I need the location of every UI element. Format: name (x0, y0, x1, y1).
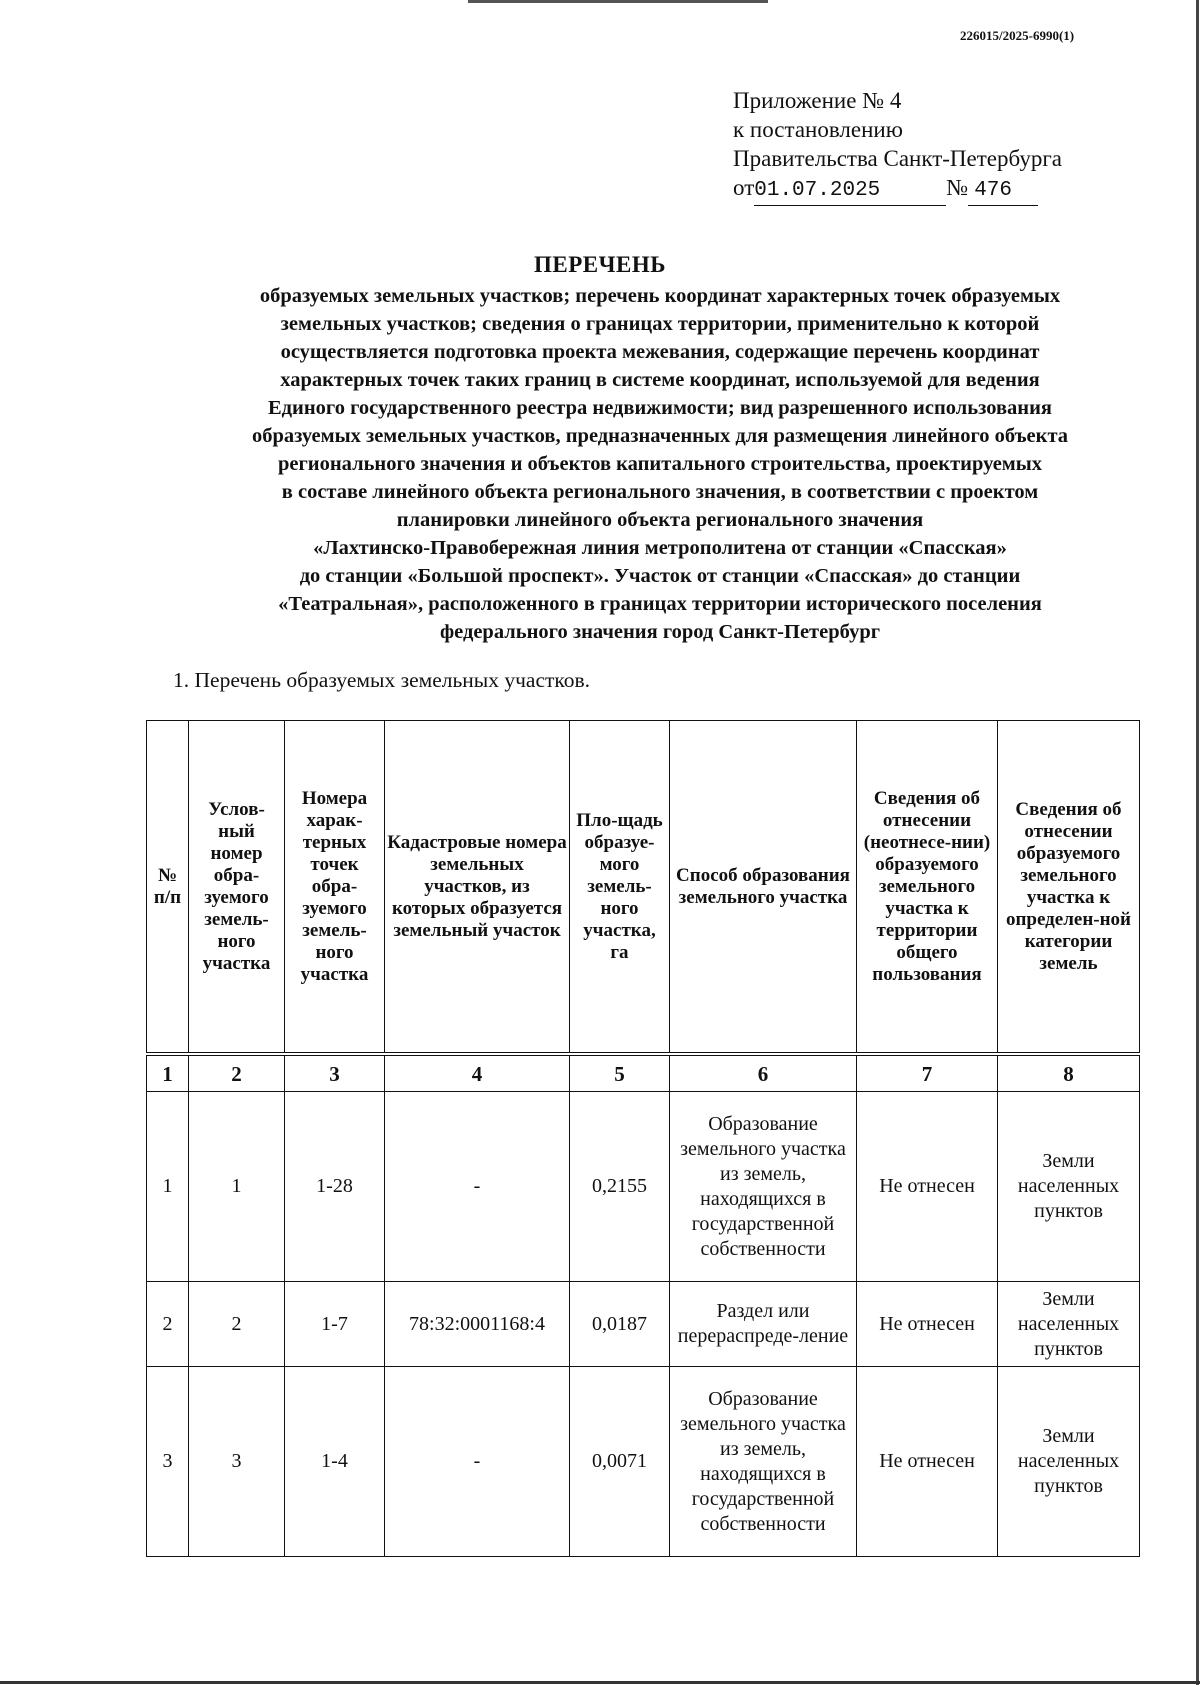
table-cell: 2 (147, 1282, 189, 1367)
table-cell: 3 (147, 1367, 189, 1557)
column-header: Кадастровые номера земельных участков, из которых образуется земельный участок (385, 721, 570, 1055)
table-cell: 2 (189, 1282, 285, 1367)
scan-edge-bottom (0, 1681, 1200, 1684)
subtitle-line: земельных участков; сведения о границах территории, применительно к которой (280, 313, 1040, 335)
subtitle-line: планировки линейного объекта регионального значения (396, 509, 924, 531)
appendix-date-line (733, 173, 1062, 206)
subtitle-line: образуемых земельных участков, предназначенных для размещения линейного объекта (251, 425, 1069, 447)
document-title: ПЕРЕЧЕНЬ (534, 252, 666, 277)
table-cell: Образование земельного участка из земель, находящихся в государственной собственности (670, 1092, 857, 1282)
number-label: № (946, 175, 969, 200)
column-number-row (147, 1054, 1140, 1092)
document-number: 226015/2025-6990(1) (960, 28, 1075, 43)
table-cell: - (385, 1367, 570, 1557)
column-number: 4 (385, 1054, 570, 1092)
column-number: 8 (998, 1054, 1140, 1092)
column-header: Способ образования земельного участка (670, 721, 857, 1055)
column-number: 7 (857, 1054, 998, 1092)
table-cell: - (385, 1092, 570, 1282)
column-number: 3 (285, 1054, 385, 1092)
table-row (147, 1092, 1140, 1282)
subtitle-line: федерального значения город Санкт-Петербург (439, 621, 881, 643)
column-number: 5 (570, 1054, 670, 1092)
table-cell: Не отнесен (857, 1367, 998, 1557)
scan-top-mark (468, 0, 768, 3)
table-cell: Раздел или перераспреде-ление (670, 1282, 857, 1367)
table-cell: Образование земельного участка из земель, находящихся в государственной собственности (670, 1367, 857, 1557)
column-header: Услов-ный номер обра-зуемого земель-ного участка (189, 721, 285, 1055)
table-cell: 3 (189, 1367, 285, 1557)
table-cell: 1 (189, 1092, 285, 1282)
table-cell: 0,2155 (570, 1092, 670, 1282)
column-header: Сведения об отнесении образуемого земельного участка к определен-ной категории земель (998, 721, 1140, 1055)
table-cell: 1 (147, 1092, 189, 1282)
table-cell: 1-7 (285, 1282, 385, 1367)
table-cell: 1-4 (285, 1367, 385, 1557)
subtitle-line: характерных точек таких границ в системе координат, используемой для ведения (280, 369, 1040, 391)
table-cell: 0,0071 (570, 1367, 670, 1557)
from-label: от (733, 175, 755, 200)
section-title: 1. Перечень образуемых земельных участков. (173, 668, 591, 692)
table-cell: 0,0187 (570, 1282, 670, 1367)
subtitle-line: в составе линейного объекта регионального значения, в соответствии с проектом (281, 481, 1039, 503)
column-number: 6 (670, 1054, 857, 1092)
resolution-number: 476 (968, 176, 1038, 206)
table-cell: Земли населенных пунктов (998, 1367, 1140, 1557)
column-header: Пло-щадь образуе-мого земель-ного участка, га (570, 721, 670, 1055)
resolution-date: 01.07.2025 (754, 176, 946, 206)
subtitle-line: образуемых земельных участков; перечень координат характерных точек образуемых (259, 285, 1061, 307)
table-row (147, 1282, 1140, 1367)
appendix-line-3: Правительства Санкт-Петербурга (733, 146, 1062, 171)
subtitle-line: осуществляется подготовка проекта межевания, содержащие перечень координат (280, 341, 1040, 363)
column-number: 2 (189, 1054, 285, 1092)
column-header: Сведения об отнесении (неотнесе-нии) образуемого земельного участка к территории общего пользования (857, 721, 998, 1055)
column-header: Номера харак-терных точек обра-зуемого земель-ного участка (285, 721, 385, 1055)
table-cell: Не отнесен (857, 1092, 998, 1282)
appendix-line-1: Приложение № 4 (733, 88, 902, 113)
document-subtitle (160, 282, 1160, 646)
land-plots-table (146, 720, 1140, 1557)
subtitle-line: «Лахтинско-Правобережная линия метрополитена от станции «Спасская» (313, 537, 1007, 559)
table-cell: Земли населенных пунктов (998, 1092, 1140, 1282)
table-cell: 78:32:0001168:4 (385, 1282, 570, 1367)
subtitle-line: регионального значения и объектов капитального строительства, проектируемых (277, 453, 1043, 475)
subtitle-line: «Театральная», расположенного в границах территории исторического поселения (278, 593, 1042, 615)
table-header-row (147, 721, 1140, 1055)
table-row (147, 1367, 1140, 1557)
appendix-line-2: к постановлению (733, 117, 903, 142)
column-number: 1 (147, 1054, 189, 1092)
appendix-block (733, 86, 1062, 206)
subtitle-line: Единого государственного реестра недвижимости; вид разрешенного использования (268, 397, 1052, 419)
table-cell: Не отнесен (857, 1282, 998, 1367)
subtitle-line: до станции «Большой проспект». Участок от станции «Спасская» до станции (299, 565, 1021, 587)
table-cell: Земли населенных пунктов (998, 1282, 1140, 1367)
column-header: № п/п (147, 721, 189, 1055)
table-cell: 1-28 (285, 1092, 385, 1282)
